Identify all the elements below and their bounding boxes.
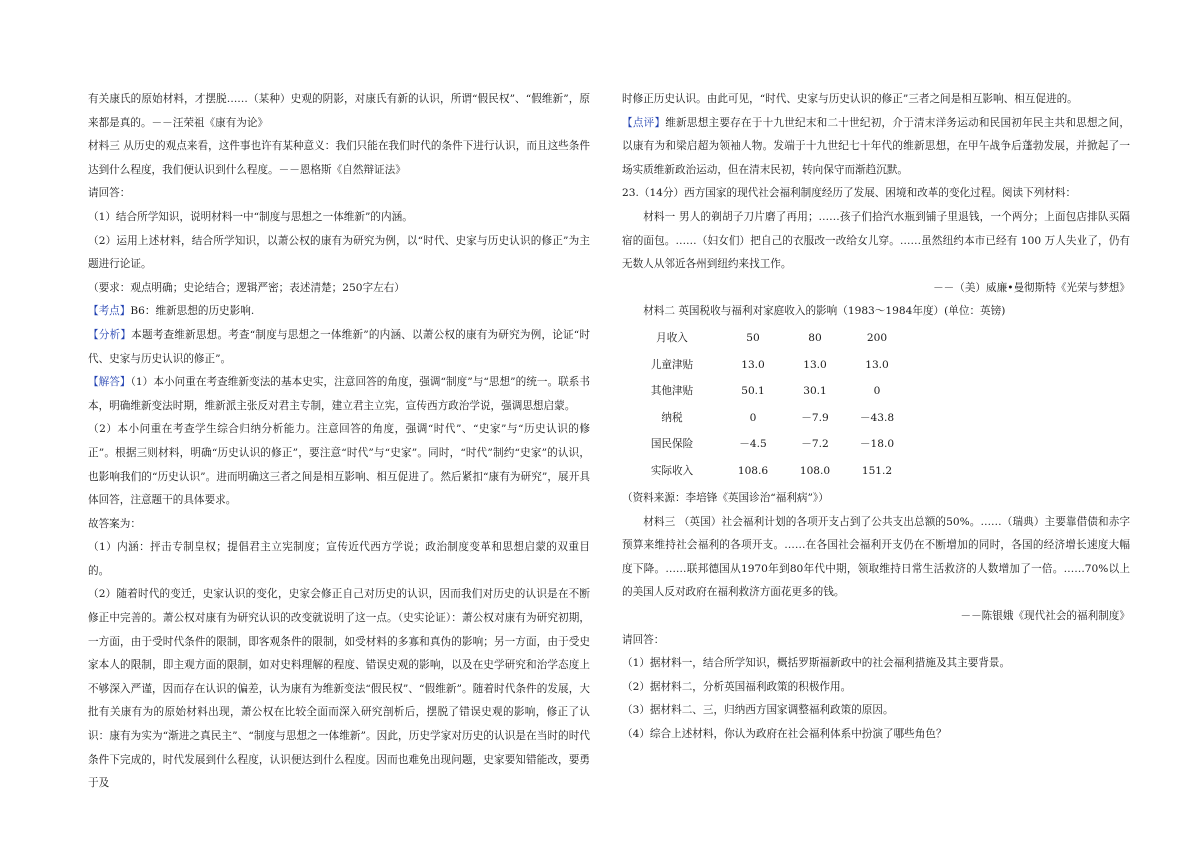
table-row bbox=[622, 326, 908, 353]
row-label: 纳税 bbox=[661, 411, 683, 424]
fenxi-tag: 【分析】 bbox=[88, 328, 132, 341]
table-cell: 0 bbox=[749, 411, 757, 424]
question-23-4: （4）综合上述材料，你认为政府在社会福利体系中扮演了哪些角色？ bbox=[622, 727, 947, 740]
question-23-3: （3）据材料二、三，归纳西方国家调整福利政策的原因。 bbox=[622, 704, 894, 717]
jieda-part-2: （2）本小问重在考查学生综合归纳分析能力。注意回答的角度，强调“时代”、“史家”与“历史认识的修正”。根据三则材料，明确“历史认识的修正”，要注意“时代”与“史家”。同时，“时代”制约“史家”的认识，也影响我们的“历史认识”。进而明确这三者之间是相互影响、相互促进了。然后紧扣“康有为研究”，展开具体回答，注意题干的具体要求。 bbox=[88, 423, 590, 507]
table-cell: －4.5 bbox=[739, 438, 767, 451]
table-row bbox=[622, 352, 908, 379]
left-column bbox=[88, 88, 590, 796]
answer-1: （1）内涵：抨击专制皇权；提倡君主立宪制度；宣传近代西方学说；政治制度变革和思想启蒙的双重目的。 bbox=[88, 541, 590, 577]
jieda-tag: 【解答】 bbox=[88, 376, 131, 389]
table-row bbox=[622, 405, 908, 432]
question-23-heading: 23.（14分）西方国家的现代社会福利制度经历了发展、困境和改革的变化过程。阅读下列材料： bbox=[622, 187, 1077, 200]
table-cell: 13.0 bbox=[865, 358, 889, 371]
answer-2: （2）随着时代的变迁，史家认识的变化，史家会修正自己对历史的认识，因而我们对历史的认识是在不断修正中完善的。萧公权对康有为研究认识的改变就说明了这一点。（史实论证）：萧公权对康有为研究初期，一方面，由于受时代条件的限制，即客观条件的限制，如受材料的多寡和真伪的影响；另一方面，由于受史家本人的限制，即主观方面的限制，如对史料理解的程度、错误史观的影响，以及在史学研究和治学态度上不够深入严谨，因而存在认识的偏差，认为康有为维新变法“假民权”、“假维新”。随着时代条件的发展，大批有关康有为的原始材料出现，萧公权在比较全面而深入研究剖析后，摆脱了错误史观的影响，修正了认识：康有为实为“渐进之真民主”、“制度与思想之一体维新”。因此，历史学家对历史的认识是在当时的时代条件下完成的，时代发展到什么程度，认识便达到什么程度。因而也难免出现问题，史家要知错能改，要勇于及 bbox=[88, 588, 590, 790]
table-cell: 151.2 bbox=[861, 464, 893, 477]
table-cell: 50 bbox=[746, 332, 760, 345]
right-column bbox=[622, 88, 1130, 746]
kaodian-tag: 【考点】 bbox=[88, 305, 131, 318]
material-one-source: －－（美）威廉•曼彻斯特《光荣与梦想》 bbox=[933, 281, 1130, 294]
table-cell: －43.8 bbox=[859, 411, 895, 424]
table-cell: 13.0 bbox=[803, 358, 827, 371]
question-1: （1）结合所学知识，说明材料一中“制度与思想之一体维新”的内涵。 bbox=[88, 210, 413, 223]
dianping-text: 维新思想主要存在于十九世纪末和二十世纪初，介于清末洋务运动和民国初年民主共和思想之间，以康有为和梁启超为领袖人物。发端于十九世纪七十年代的维新思想，在甲午战争后蓬勃发展，并掀起了一场实质维新政治运动，但在清末民初，转向保守而渐趋沉默。 bbox=[622, 116, 1131, 176]
table-cell: －7.2 bbox=[801, 438, 829, 451]
answer-heading: 故答案为： bbox=[88, 517, 141, 530]
row-label: 月收入 bbox=[656, 332, 688, 345]
prompt-label: 请回答： bbox=[88, 187, 131, 200]
row-label: 实际收入 bbox=[650, 464, 694, 477]
requirements: （要求：观点明确；史论结合；逻辑严密；表述清楚；250字左右） bbox=[88, 281, 405, 294]
row-label: 儿童津贴 bbox=[650, 358, 694, 371]
table-cell: －7.9 bbox=[801, 411, 829, 424]
question-2: （2）运用上述材料，结合所学知识，以萧公权的康有为研究为例，以“时代、史家与历史认识的修正”为主题进行论证。 bbox=[88, 234, 590, 271]
dianping-tag: 【点评】 bbox=[622, 116, 666, 129]
table-cell: 80 bbox=[808, 332, 822, 345]
row-label: 国民保险 bbox=[650, 438, 694, 451]
table-cell: 13.0 bbox=[741, 358, 765, 371]
fenxi-section bbox=[88, 324, 590, 371]
prompt-label: 请回答： bbox=[622, 633, 665, 646]
table-cell: 108.6 bbox=[737, 464, 769, 477]
jieda-section bbox=[88, 371, 590, 418]
table-cell: 200 bbox=[866, 332, 888, 345]
jieda-text: （1）本小问重在考查维新变法的基本史实，注意回答的角度，强调“制度”与“思想”的统一。联系书本，明确维新变法时期，维新派主张反对君主专制，建立君主立宪，宣传西方政治学说，强调思想启蒙。 bbox=[88, 376, 591, 412]
material-two-source: （资料来源：李培锋《英国诊治“福利病”》） bbox=[622, 491, 829, 504]
question-23-2: （2）据材料二，分析英国福利政策的积极作用。 bbox=[622, 680, 852, 693]
question-23-1: （1）据材料一，结合所学知识，概括罗斯福新政中的社会福利措施及其主要背景。 bbox=[622, 657, 1011, 670]
material-three-source: －－陈银娥《现代社会的福利制度》 bbox=[960, 609, 1130, 622]
kaodian-text: B6：维新思想的历史影响. bbox=[130, 305, 255, 318]
answer-continued: 时修正历史认识。由此可见，“时代、史家与历史认识的修正”三者之间是相互影响、相互促进的。 bbox=[622, 93, 1078, 105]
table-row bbox=[622, 432, 908, 459]
table-row bbox=[622, 379, 908, 406]
kaodian-section bbox=[88, 300, 590, 324]
row-label: 其他津贴 bbox=[650, 385, 694, 398]
material-three: 材料三 从历史的观点来看，这件事也许有某种意义：我们只能在我们时代的条件下进行认识，而且这些条件达到什么程度，我们便认识到什么程度。－－恩格斯《自然辩证法》 bbox=[88, 140, 590, 176]
welfare-table bbox=[622, 326, 908, 485]
material-one: 材料一 男人的剃胡子刀片磨了再用；……孩子们拾汽水瓶到铺子里退钱，一个两分；上面包店排队买隔宿的面包。……（妇女们）把自己的衣服改一改给女儿穿。……虽然纽约本市已经有 100 万人失业了，仍有无数人从邻近各州到纽约来找工作。 bbox=[622, 210, 1130, 271]
table-cell: －18.0 bbox=[859, 438, 895, 451]
table-cell: 30.1 bbox=[803, 385, 827, 398]
table-row bbox=[622, 458, 908, 485]
dianping-section bbox=[622, 112, 1130, 183]
material-three: 材料三 （英国）社会福利计划的各项开支占到了公共支出总额的50%。……（瑞典）主要靠借债和赤字预算来维持社会福利的各项开支。……在各国社会福利开支仍在不断增加的同时，各国的经济增长速度大幅度下降。……联邦德国从1970年到80年代中期，领取维持日常生活救济的人数增加了一倍。……70%以上的美国人反对政府在福利救济方面花更多的钱。 bbox=[622, 515, 1130, 599]
text-line: 有关康氏的原始材料，才摆脱……（某种）史观的阴影，对康氏有新的认识，所谓“假民权”、“假维新”，原来都是真的。－－汪荣祖《康有为论》 bbox=[88, 93, 590, 129]
table-cell: 108.0 bbox=[799, 464, 831, 477]
material-two-title: 材料二 英国税收与福利对家庭收入的影响（1983～1984年度）(单位：英镑) bbox=[643, 305, 1006, 318]
fenxi-text: 本题考查维新思想。考查“制度与思想之一体维新”的内涵、以萧公权的康有为研究为例，论证“时代、史家与历史认识的修正”。 bbox=[88, 328, 591, 365]
table-cell: 50.1 bbox=[741, 385, 765, 398]
table-cell: 0 bbox=[873, 385, 881, 398]
